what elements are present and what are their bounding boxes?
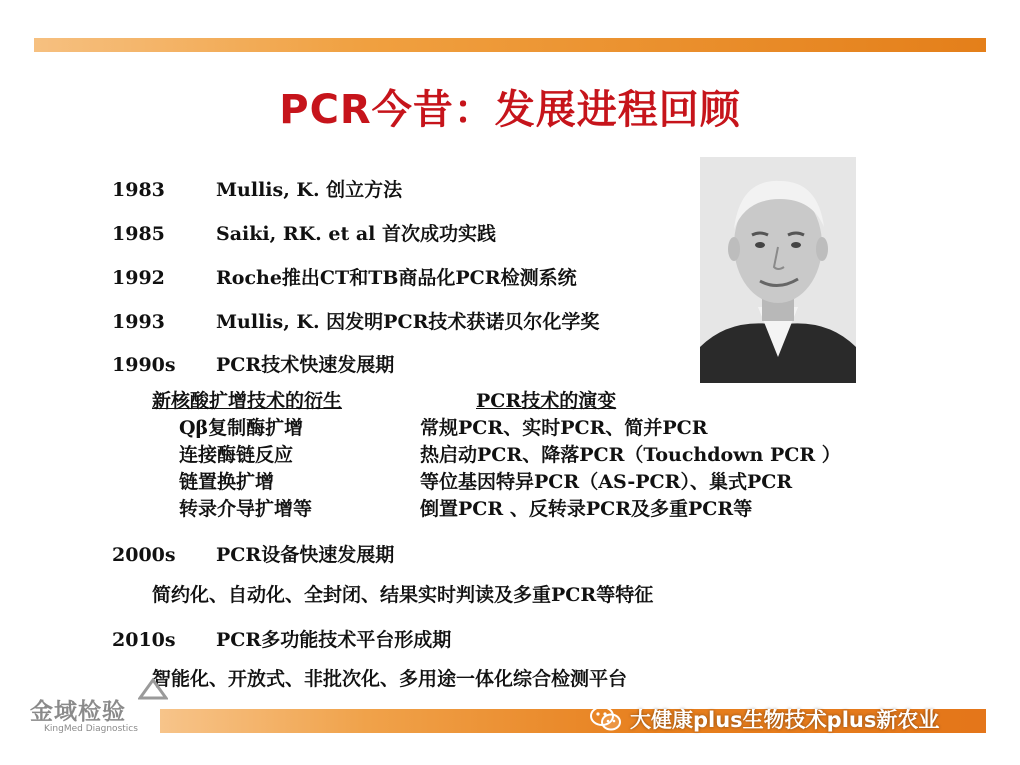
timeline-event: PCR设备快速发展期 xyxy=(216,544,395,566)
era-2000s-detail: 简约化、自动化、全封闭、结果实时判读及多重PCR等特征 xyxy=(152,584,654,606)
timeline-year: 1992 xyxy=(112,267,165,289)
branch-right-item: 倒置PCR 、反转录PCR及多重PCR等 xyxy=(420,498,753,520)
watermark-text: 大健康plus生物技术plus新农业 xyxy=(630,708,940,732)
logo-name: 金域检验 xyxy=(30,699,126,725)
company-logo xyxy=(30,678,160,742)
watermark xyxy=(590,702,939,736)
branch-left-heading: 新核酸扩增技术的衍生 xyxy=(152,390,343,412)
branch-left-item: 转录介导扩增等 xyxy=(179,498,313,520)
branch-right xyxy=(420,386,841,523)
portrait-photo xyxy=(700,157,856,383)
timeline-row xyxy=(112,263,577,290)
top-accent-bar xyxy=(34,38,986,52)
branch-left-item: Qβ复制酶扩增 xyxy=(179,417,304,439)
timeline-year: 2000s xyxy=(112,544,176,566)
timeline-row xyxy=(112,540,394,567)
timeline-year: 1990s xyxy=(112,354,176,376)
timeline-row xyxy=(112,175,402,202)
logo-subtitle: KingMed Diagnostics xyxy=(44,724,138,734)
timeline-year: 1983 xyxy=(112,179,165,201)
timeline-event: Mullis, K. 创立方法 xyxy=(216,179,403,201)
branch-left-item: 连接酶链反应 xyxy=(179,444,294,466)
timeline-row xyxy=(112,625,451,652)
timeline-event: PCR多功能技术平台形成期 xyxy=(216,629,452,651)
timeline-row xyxy=(112,350,394,377)
logo-triangle-icon xyxy=(138,678,168,700)
timeline-event: Saiki, RK. et al 首次成功实践 xyxy=(216,223,497,245)
branch-right-heading: PCR技术的演变 xyxy=(476,390,617,412)
portrait-illustration xyxy=(700,157,856,383)
timeline-year: 1985 xyxy=(112,223,165,245)
timeline-year: 1993 xyxy=(112,311,165,333)
timeline-row xyxy=(112,307,599,334)
branch-right-item: 常规PCR、实时PCR、简并PCR xyxy=(420,417,708,439)
timeline-event: PCR技术快速发展期 xyxy=(216,354,395,376)
timeline-event: Roche推出CT和TB商品化PCR检测系统 xyxy=(216,267,577,289)
timeline-year: 2010s xyxy=(112,629,176,651)
wechat-icon xyxy=(590,705,622,733)
era-2010s-detail: 智能化、开放式、非批次化、多用途一体化综合检测平台 xyxy=(152,668,628,690)
branch-left-item: 链置换扩增 xyxy=(179,471,275,493)
branch-left xyxy=(152,386,342,523)
timeline-row xyxy=(112,219,496,246)
branch-right-item: 热启动PCR、降落PCR（Touchdown PCR ） xyxy=(420,444,841,466)
slide-title: PCR今昔：发展进程回顾 xyxy=(279,87,741,133)
branch-right-item: 等位基因特异PCR（AS-PCR）、巢式PCR xyxy=(420,471,793,493)
timeline-event: Mullis, K. 因发明PCR技术获诺贝尔化学奖 xyxy=(216,311,600,333)
